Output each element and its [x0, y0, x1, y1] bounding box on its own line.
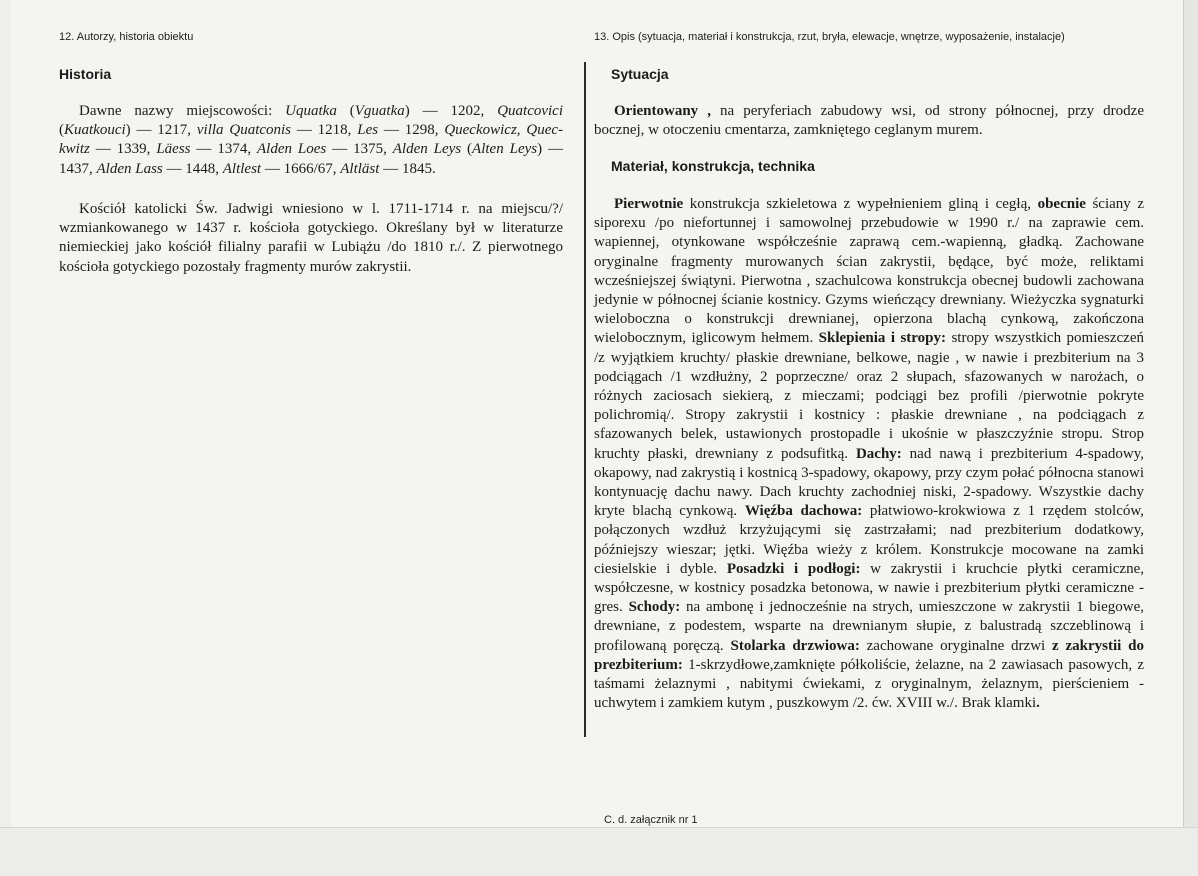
text-run: Stolarka drzwiowa:: [730, 637, 860, 654]
text-run: Quatcovici: [497, 103, 563, 119]
scan-right-edge: [1183, 0, 1198, 876]
text-run: Pierwotnie: [614, 196, 684, 212]
text-run: na ambonę i jednocześnie na strych, umieszczone w zakrystii 1 biegowe, drewniane, z podestem, wsparte na drewnianym słupie, z balustradą szczeblinową i profilowaną poręczą.: [594, 599, 1145, 654]
section-header-authors-history: 12. Autorzy, historia obiektu: [59, 31, 194, 43]
text-run: ) — 1202,: [404, 103, 498, 119]
text-run: Więźba dachowa:: [744, 503, 863, 520]
text-run: — 1845.: [379, 160, 436, 177]
text-run: — 1374,: [190, 141, 257, 158]
text-run: Uquatka: [285, 103, 337, 119]
scan-bottom-edge: [0, 827, 1198, 876]
text-run: Alden Lass: [96, 160, 163, 177]
text-run: — 1339,: [89, 141, 157, 158]
text-run: (: [336, 103, 355, 119]
text-run: Alten Leys: [472, 141, 538, 158]
text-run: ) — 1437,: [59, 141, 564, 177]
column-divider: [584, 62, 586, 737]
text-run: Alden Leys: [392, 141, 462, 158]
section-header-description: 13. Opis (sytuacja, materiał i konstrukcja, rzut, bryła, elewacje, wnętrze, wyposażenie, instalacje): [594, 31, 1065, 43]
material-construction-paragraph: [594, 195, 1144, 713]
text-run: Dawne nazwy miejscowości:: [79, 103, 286, 119]
text-run: (: [461, 141, 473, 158]
text-run: Altlest: [222, 160, 262, 177]
text-run: villa Quatconis: [196, 122, 292, 139]
text-run: zachowane oryginalne drzwi: [859, 637, 1053, 654]
footer-attachment-note: C. d. załącznik nr 1: [604, 814, 698, 826]
text-run: nad nawą i prezbiterium 4-spadowy, okapowy, nad zakrystią i kostnicą 3-spadowy, okapowy, przy czym połać północna stanowi kontynuację dachu nawy. Dach kruchty zachodniej niski, 2-spadowy. Wszystkie dachy kryte blachą cynkową.: [594, 445, 1144, 520]
text-run: obecnie: [1037, 196, 1086, 212]
historical-names-paragraph: [59, 102, 563, 179]
heading-material-construction: Materiał, konstrukcja, technika: [611, 158, 815, 174]
text-run: Posadzki i podłogi:: [726, 560, 861, 577]
text-run: — 1218,: [291, 122, 358, 139]
text-run: Läess: [156, 141, 191, 158]
text-run: ) — 1217,: [125, 122, 197, 139]
text-run: .: [1036, 695, 1040, 712]
text-run: Orientowany ,: [614, 103, 711, 119]
heading-historia: Historia: [59, 66, 112, 82]
text-run: z zakrystii do prezbiterium:: [594, 637, 1144, 673]
text-run: Altläst: [340, 160, 380, 177]
text-run: 1-skrzydłowe,zamknięte półkoliście, żelazne, na 2 zawiasach pasowych, z taśmami żelaznymi , nabitymi ćwiekami, z oryginalnym, żelaznym, pierścieniem - uchwytem i zamkiem kutym , puszkowym /2. ćw. XVIII w./. Brak klamki: [594, 656, 1144, 712]
text-run: stropy wszystkich pomieszczeń /z wyjątkiem kruchty/ płaskie drewniane, belkowe, nagie , w nawie i prezbiterium na 3 podciągach /1 wzdłużny, 2 poprzeczne/ oraz 2 słupach, sfazowanych w narożach, o różnych zaciosach siekierą, z mieczami; podciągi bez profili /pierwotnie pokryte polichromią/. Stropy zakrystii i kostnicy : płaskie drewniane , na podciągach z sfazowanych belek, ustawionych prostopadle i ukośnie w płaszczyźnie stropu. Strop kruchty płaski, drewniany z podsufitką.: [594, 330, 1144, 462]
text-run: Dachy:: [855, 445, 902, 462]
text-run: Vguatka: [354, 103, 405, 119]
text-run: Kościół katolicki Św. Jadwigi wniesiono w l. 1711-1714 r. na miejscu/?/ wzmiankowanego w 1437 r. kościoła gotyckiego. Określany był w literaturze niemieckiej jako kościół filialny parafii w Lubiążu /do 1810 r./. Z pierwotnego kościoła gotyckiego pozostały fragmenty murów zakrystii.: [59, 201, 563, 275]
text-run: — 1666/67,: [261, 160, 341, 177]
church-history-paragraph: [59, 200, 563, 277]
text-run: — 1375,: [326, 141, 393, 158]
text-run: (: [59, 122, 64, 139]
text-run: Alden Loes: [257, 141, 327, 158]
text-run: — 1298,: [378, 122, 445, 139]
text-run: Kuatkouci: [64, 122, 126, 139]
text-run: — 1448,: [162, 160, 223, 177]
text-run: Les: [357, 122, 379, 139]
text-run: konstrukcja szkieletowa z wypełnieniem gliną i cegłą,: [683, 196, 1038, 212]
text-run: płatwiowo-krokwiowa z 1 rzędem stolców, połączonych wzdłuż krzyżującymi się zastrzałami; nad prezbiterium dodatkowy, późniejszy wieszar; jętki. Więźba wieży z królem. Konstrukcje mocowane na zamki ciesielskie i dyble.: [594, 503, 1144, 577]
situation-paragraph: [594, 102, 1144, 140]
scan-left-edge: [0, 0, 10, 876]
text-run: Schody:: [628, 599, 681, 616]
text-run: na peryferiach zabudowy wsi, od strony północnej, przy drodze bocznej, w otoczeniu cmentarza, zamkniętego ceglanym murem.: [594, 103, 1144, 139]
text-run: Queckowicz, Queckwitz: [59, 122, 564, 158]
text-run: Sklepienia i stropy:: [818, 330, 946, 347]
text-run: ściany z siporexu /po niefortunnej i samowolnej przebudowie w 1990 r./ na zaprawie cem. wapiennej, otynkowane współcześnie zaprawą cem.-wapienną, gładką. Zachowane oryginalne fragmenty murowanych ścian zakrystii, będące, być może, reliktami wcześniejszej świątyni. Pierwotna , szachulcowa konstrukcja obecnej budowli zachowana jedynie w północnej ścianie kostnicy. Gzyms wieńczący drewniany. Wieżyczka sygnaturki wieloboczna o konstrukcji drewnianej, opierzona blachą cynkową, zakończona wielobocznym, iglicowym hełmem.: [594, 196, 1144, 347]
text-run: w zakrystii i kruchcie płytki ceramiczne, współczesne, w kostnicy posadzka betonowa, w nawie i prezbiterium płytki ceramiczne - gres.: [594, 560, 1144, 616]
heading-sytuacja: Sytuacja: [611, 66, 669, 82]
